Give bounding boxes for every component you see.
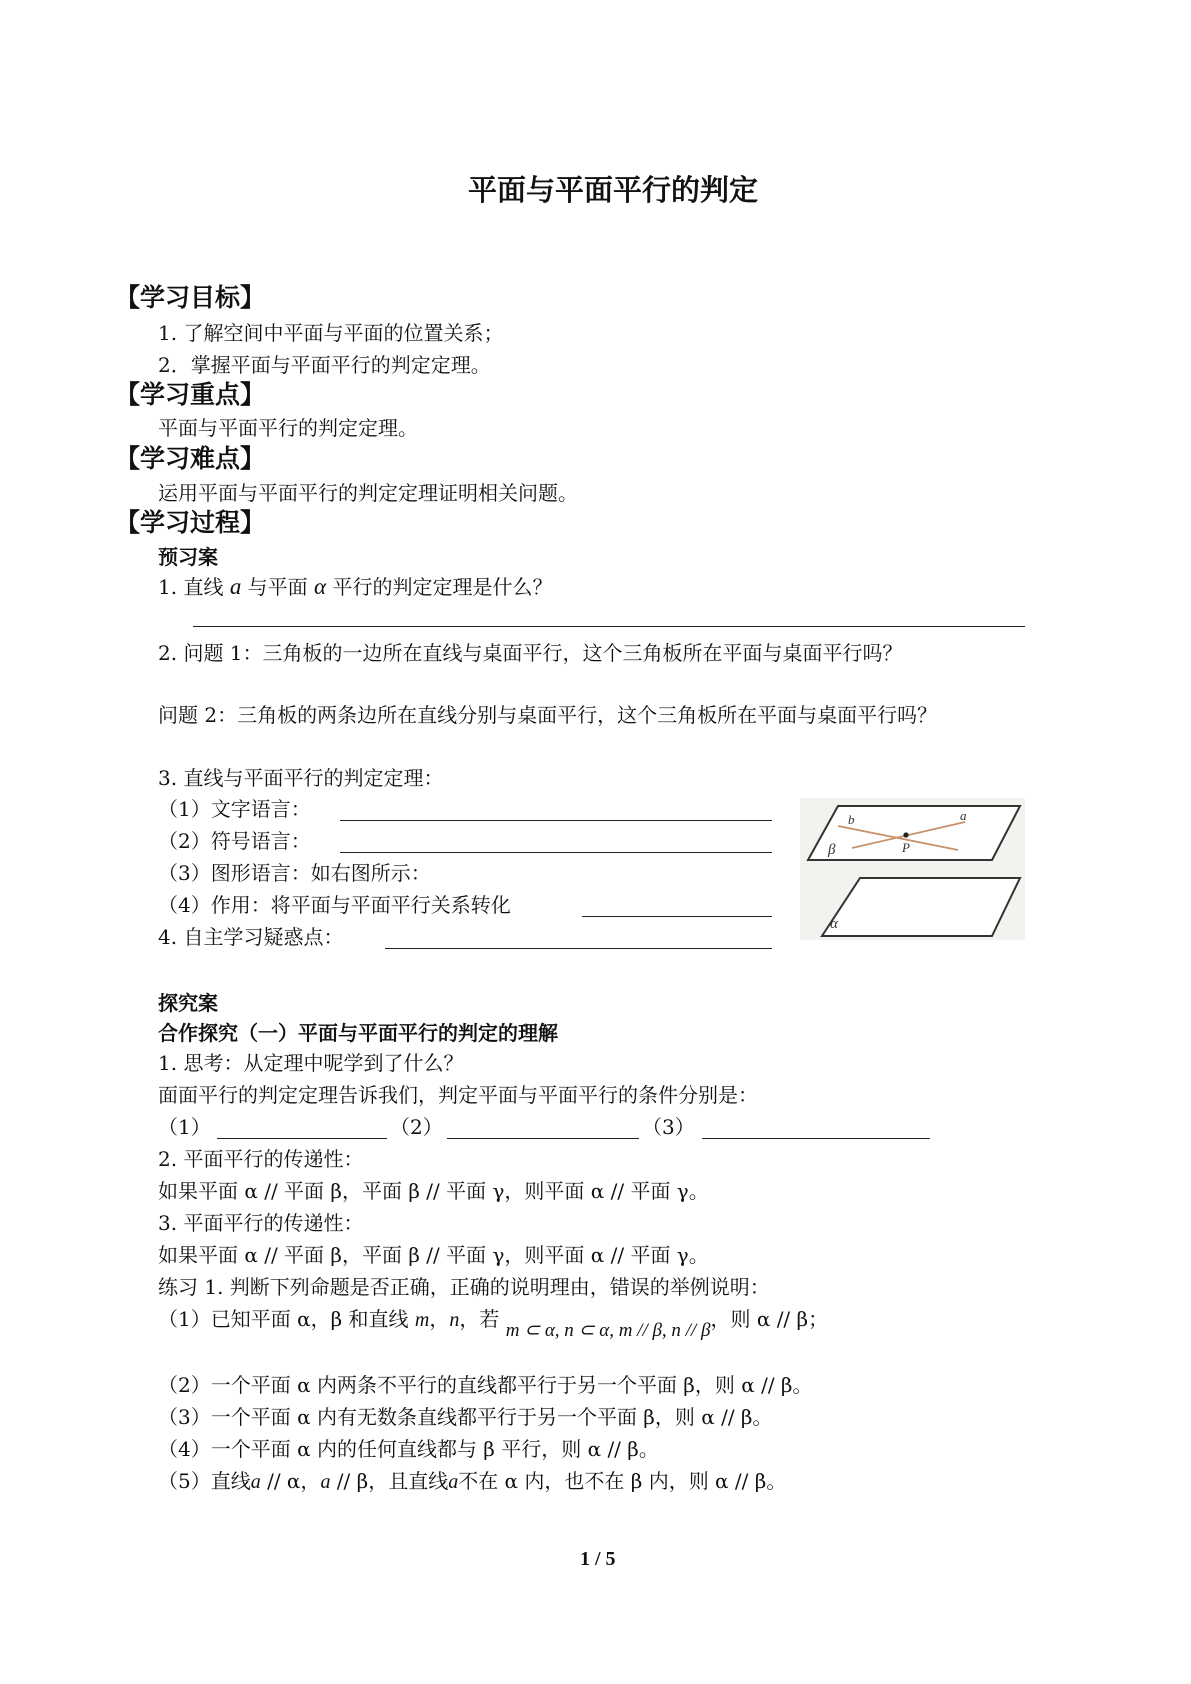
explore-p1: 1. 思考：从定理中呢学到了什么？: [158, 1051, 464, 1075]
ex1-prefix: （1）已知平面 α，β 和直线: [158, 1307, 409, 1331]
ex5-p4: 不在 α 内，也不在 β 内，则 α // β。: [458, 1469, 787, 1493]
explore-p3b: 如果平面 α // 平面 β，平面 β // 平面 γ，则平面 α // 平面 γ。: [158, 1243, 709, 1267]
preview-q4: 4. 自主学习疑惑点：: [158, 925, 344, 949]
difficulty-heading: 【学习难点】: [115, 444, 266, 473]
ex1-suffix: ，则 α // β；: [710, 1307, 829, 1331]
label-beta: β: [828, 842, 836, 858]
q3-item-1: （1）文字语言：: [158, 797, 311, 821]
answer-line-cond-3[interactable]: [702, 1138, 930, 1139]
ex5-a1: a: [250, 1471, 261, 1493]
ex1-n: n: [449, 1309, 460, 1331]
exercise-item-1: [158, 1306, 829, 1341]
q3-item-4: （4）作用：将平面与平面平行关系转化: [158, 893, 511, 917]
q1-var-a: a: [229, 574, 242, 599]
goals-heading: 【学习目标】: [115, 283, 266, 312]
parallel-planes-figure: [800, 798, 1025, 940]
label-a: a: [960, 808, 967, 823]
ex5-p3: // β，且直线: [336, 1469, 449, 1493]
q1-mid: 与平面: [247, 575, 308, 599]
ex1-if: ，若: [459, 1307, 500, 1331]
point-p: [903, 832, 908, 837]
exercise-item-4: （4）一个平面 α 内的任何直线都与 β 平行，则 α // β。: [158, 1437, 659, 1461]
answer-line-q3-2[interactable]: [340, 852, 772, 853]
exercise-heading: 练习 1. 判断下列命题是否正确，正确的说明理由，错误的举例说明：: [158, 1275, 770, 1299]
page-number: 1 / 5: [580, 1548, 616, 1570]
ex5-p1: （5）直线: [158, 1469, 251, 1493]
explore-p1b: 面面平行的判定定理告诉我们，判定平面与平面平行的条件分别是：: [158, 1083, 758, 1107]
key-heading: 【学习重点】: [115, 380, 266, 409]
q1-prefix: 1. 直线: [158, 575, 224, 599]
q3-item-2: （2）符号语言：: [158, 829, 311, 853]
preview-q2b: 问题 2：三角板的两条边所在直线分别与桌面平行，这个三角板所在平面与桌面平行吗？: [158, 703, 938, 727]
ex1-comma: ，: [429, 1307, 450, 1331]
exercise-item-2: （2）一个平面 α 内两条不平行的直线都平行于另一个平面 β，则 α // β。: [158, 1373, 813, 1397]
explore-heading: 探究案: [158, 991, 218, 1015]
ex5-a2: a: [320, 1471, 331, 1493]
exercise-item-3: （3）一个平面 α 内有无数条直线都平行于另一个平面 β，则 α // β。: [158, 1405, 773, 1429]
blank-label-3: （3）: [642, 1115, 695, 1139]
answer-line-cond-2[interactable]: [447, 1138, 639, 1139]
answer-line-q4[interactable]: [385, 948, 772, 949]
explore-p2b: 如果平面 α // 平面 β，平面 β // 平面 γ，则平面 α // 平面 γ。: [158, 1179, 709, 1203]
explore-p2: 2. 平面平行的传递性：: [158, 1147, 364, 1171]
label-alpha: α: [830, 916, 838, 932]
ex1-m: m: [414, 1309, 430, 1331]
process-heading: 【学习过程】: [115, 508, 266, 537]
preview-q2: 2. 问题 1：三角板的一边所在直线与桌面平行，这个三角板所在平面与桌面平行吗？: [158, 641, 903, 665]
preview-heading: 预习案: [158, 545, 218, 569]
goal-item-1: 1. 了解空间中平面与平面的位置关系；: [158, 321, 504, 345]
goal-item-2: 2．掌握平面与平面平行的判定定理。: [158, 353, 491, 377]
label-p: P: [902, 840, 910, 855]
key-text: 平面与平面平行的判定定理。: [158, 416, 418, 440]
explore-p3: 3. 平面平行的传递性：: [158, 1211, 364, 1235]
exercise-item-5: [158, 1468, 786, 1495]
answer-line-cond-1[interactable]: [217, 1138, 387, 1139]
preview-q3: 3. 直线与平面平行的判定定理：: [158, 766, 444, 790]
q1-var-alpha: α: [314, 574, 327, 599]
ex5-a3: a: [448, 1471, 459, 1493]
ex5-p2: // α，: [267, 1469, 321, 1493]
blank-label-1: （1）: [158, 1115, 211, 1139]
difficulty-text: 运用平面与平面平行的判定定理证明相关问题。: [158, 481, 578, 505]
preview-q1: [158, 574, 552, 600]
ex1-formula: m ⊂ α, n ⊂ α, m // β, n // β: [505, 1320, 711, 1341]
page-title: 平面与平面平行的判定: [468, 173, 759, 207]
coop-heading: 合作探究（一）平面与平面平行的判定的理解: [158, 1021, 558, 1045]
q3-item-3: （3）图形语言：如右图所示：: [158, 861, 431, 885]
answer-line-q3-1[interactable]: [340, 820, 772, 821]
q1-suffix: 平行的判定定理是什么？: [332, 575, 553, 599]
answer-line-q3-4[interactable]: [582, 916, 772, 917]
blank-label-2: （2）: [390, 1115, 443, 1139]
answer-line-q1[interactable]: [193, 626, 1025, 627]
label-b: b: [848, 812, 855, 827]
